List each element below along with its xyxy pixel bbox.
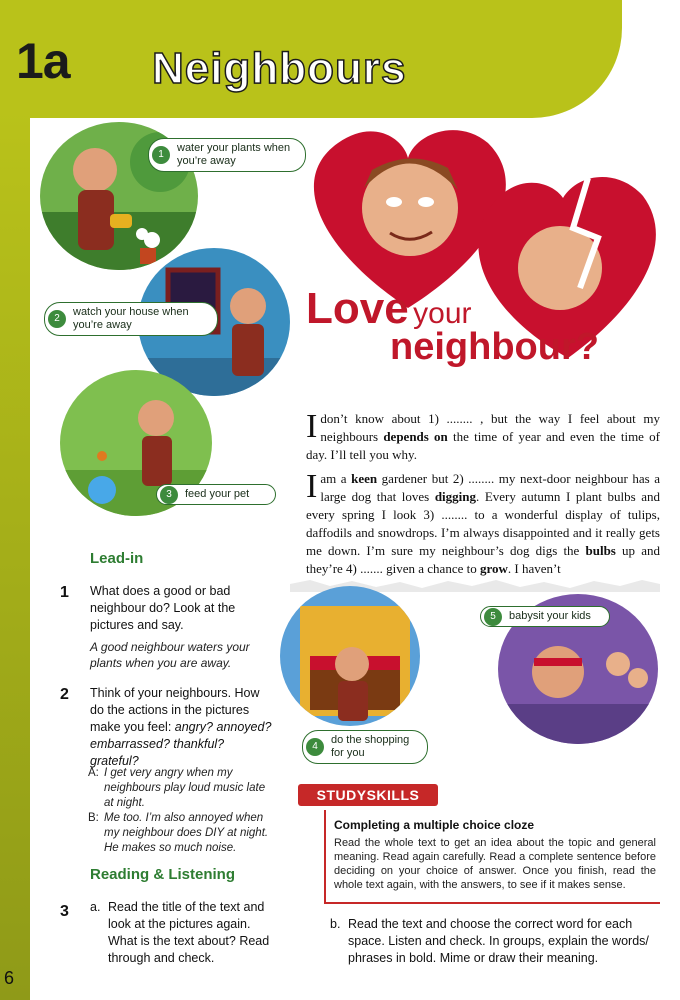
picture-caption-text-5: babysit your kids: [509, 610, 591, 622]
article-paragraph-1: [306, 410, 660, 464]
article-p1-bold: depends on: [383, 429, 448, 444]
question-1-text: What does a good or bad neighbour do? Look at the pictures and say.: [90, 584, 236, 632]
question-3b-text: Read the text and choose the correct word for each space. Listen and check. In groups, explain the words/ phrases in bold. Mime or draw their meaning.: [348, 917, 649, 965]
dialogue-speaker-b: B:: [88, 812, 99, 824]
article-p1-text-b: the time of year and even the time of day. I’ll tell you why.: [306, 429, 660, 462]
picture-caption-text-2: watch your house when you’re away: [73, 306, 189, 331]
picture-caption-3: [156, 484, 276, 505]
dialogue-text-b: Me too. I’m also annoyed when my neighbour does DIY at night. He makes so much noise.: [104, 812, 269, 854]
article-p2-bold-digging: digging: [434, 489, 476, 504]
picture-caption-text-1: water your plants when you’re away: [177, 142, 291, 167]
dialogue-speaker-a: A:: [88, 767, 99, 779]
article-p2-text-a: am a: [320, 471, 352, 486]
question-3b-label: b.: [330, 917, 341, 931]
question-2-number: 2: [60, 686, 69, 703]
study-skills-heading: Completing a multiple choice cloze: [334, 818, 535, 832]
article-title-your: your: [413, 297, 472, 330]
article-p2-text-e: up and they’re 4) ....... given a chance to: [306, 543, 660, 576]
article-p2-bold-grow: grow: [479, 561, 508, 576]
article-title-neighbour: neighbour?: [390, 326, 599, 368]
study-skills-text: Read the whole text to get an idea about the topic and general meaning. Read again carefully. Read a complete sentence before deciding on your choice of answer. Once you finish, read the whole text again, with the answers, to see if it makes sense.: [334, 837, 656, 891]
picture-caption-text-4: do the shopping for you: [331, 734, 410, 759]
dialogue-line-a: [88, 766, 272, 811]
article-p2-text-d: . Every autumn I plant bulbs and every spring I look 3) ........ to a wonderful display of tulips, daffodils and snowdrops. I’m always disappointed and it really gets me down. I’m sure my neighbour’s dog digs the: [306, 489, 660, 558]
reading-listening-heading: Reading & Listening: [90, 866, 236, 883]
feeling-embarrassed: embarrassed?: [90, 737, 170, 751]
question-2-text: [90, 685, 276, 770]
page-number: 6: [4, 968, 15, 988]
picture-number-3: 3: [160, 486, 178, 504]
picture-number-4: 4: [306, 738, 324, 756]
feeling-grateful: grateful?: [90, 754, 139, 768]
article-p2-text-c: gardener but 2) ........ my next-door neighbour has a large dog that loves: [320, 471, 661, 504]
feeling-annoyed: annoyed?: [216, 720, 272, 734]
picture-number-5: 5: [484, 608, 502, 626]
lead-in-heading: Lead-in: [90, 550, 144, 567]
picture-caption-2: [44, 302, 218, 336]
dialogue-text-a: I get very angry when my neighbours play loud music late at night.: [104, 767, 266, 809]
article-p1-text-a: don’t know about 1) ........ , but the way I feel about my neighbours: [320, 411, 660, 444]
article-paragraph-2: [306, 470, 660, 578]
question-3a-text: Read the title of the text and look at the pictures again. What is the text about? Read through and check.: [108, 900, 270, 965]
question-2-text-start: Think of your neighbours. How do the actions in the pictures make you feel:: [90, 686, 260, 734]
page-side-strip: [0, 110, 30, 1000]
unit-title: Neighbours: [152, 44, 407, 93]
feeling-angry: angry?: [174, 720, 214, 734]
article-p2-dropcap: I: [306, 468, 318, 505]
article-p2-text-f: . I haven’t: [507, 561, 561, 576]
question-1-number: 1: [60, 584, 69, 601]
picture-number-1: 1: [152, 146, 170, 164]
unit-number: 1a: [16, 33, 70, 89]
article-title-love: Love: [306, 284, 409, 333]
picture-caption-text-3: feed your pet: [185, 488, 250, 500]
dialogue: [88, 766, 272, 856]
picture-do-shopping: [280, 586, 420, 726]
feeling-thankful: thankful?: [173, 737, 225, 751]
picture-number-2: 2: [48, 310, 66, 328]
question-1-example: A good neighbour waters your plants when you are away.: [90, 640, 250, 670]
picture-caption-4: [302, 730, 428, 764]
study-skills-logo: STUDYSKILLS: [298, 784, 438, 806]
article-p2-bold-bulbs: bulbs: [585, 543, 616, 558]
article-p2-bold-keen: keen: [351, 471, 378, 486]
dialogue-line-b: [88, 811, 272, 856]
question-3a-label: a.: [90, 900, 101, 914]
picture-caption-5: [480, 606, 610, 627]
question-3-number: 3: [60, 903, 69, 920]
article-title: [306, 284, 606, 369]
picture-caption-1: [148, 138, 306, 172]
article-p1-dropcap: I: [306, 408, 318, 445]
